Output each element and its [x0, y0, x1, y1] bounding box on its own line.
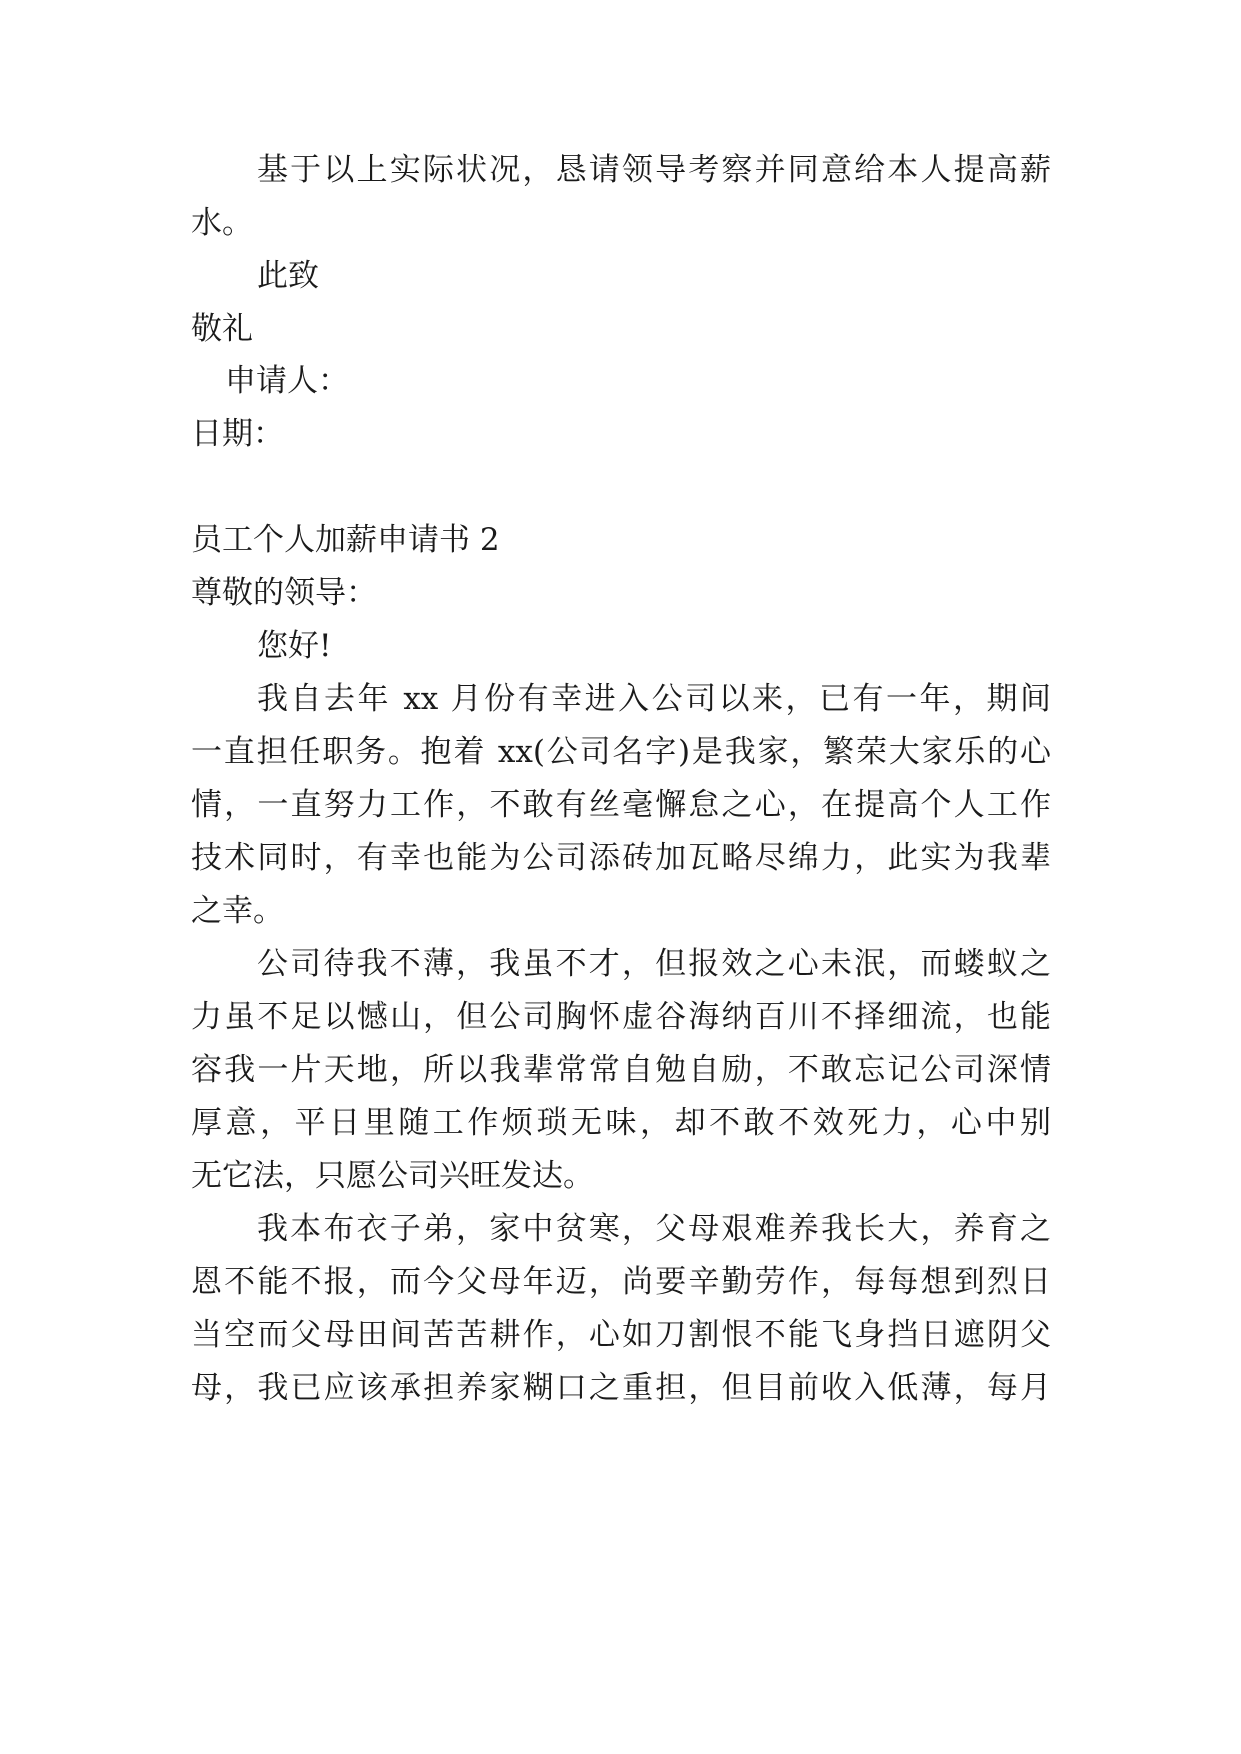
para1-line: 之幸。	[191, 893, 284, 929]
para1-line: 我自去年 xx 月份有幸进入公司以来，已有一年，期间	[257, 681, 1051, 717]
applicant-label: 申请人：	[225, 363, 349, 399]
para3-line: 母，我已应该承担养家糊口之重担，但目前收入低薄，每月	[191, 1370, 1051, 1406]
para3-line: 我本布衣子弟，家中贫寒，父母艰难养我长大，养育之	[257, 1211, 1051, 1247]
para3-line: 当空而父母田间苦苦耕作，心如刀割恨不能飞身挡日遮阴父	[191, 1317, 1051, 1353]
para2-line: 力虽不足以憾山，但公司胸怀虚谷海纳百川不择细流，也能	[191, 999, 1051, 1035]
para2-line: 公司待我不薄，我虽不才，但报效之心未泯，而蝼蚁之	[257, 946, 1051, 982]
para1-line: 情，一直努力工作，不敢有丝毫懈怠之心，在提高个人工作	[191, 787, 1051, 823]
hello-text: 您好!	[257, 628, 332, 664]
request-line-1: 基于以上实际状况，恳请领导考察并同意给本人提高薪	[257, 152, 1051, 188]
section-title: 员工个人加薪申请书 2	[191, 522, 500, 558]
para2-line: 无它法，只愿公司兴旺发达。	[191, 1158, 594, 1194]
para1-line: 一直担任职务。抱着 xx(公司名字)是我家，繁荣大家乐的心	[191, 734, 1051, 770]
para1-line: 技术同时，有幸也能为公司添砖加瓦略尽绵力，此实为我辈	[191, 840, 1051, 876]
date-label: 日期：	[191, 416, 284, 452]
para2-line: 容我一片天地，所以我辈常常自勉自励，不敢忘记公司深情	[191, 1052, 1051, 1088]
closing-text: 此致	[257, 258, 319, 294]
salute-text: 敬礼	[191, 311, 253, 347]
para2-line: 厚意，平日里随工作烦琐无味，却不敢不效死力，心中别	[191, 1105, 1051, 1141]
request-line-2: 水。	[191, 205, 253, 241]
para3-line: 恩不能不报，而今父母年迈，尚要辛勤劳作，每每想到烈日	[191, 1264, 1051, 1300]
greeting-text: 尊敬的领导：	[191, 575, 377, 611]
